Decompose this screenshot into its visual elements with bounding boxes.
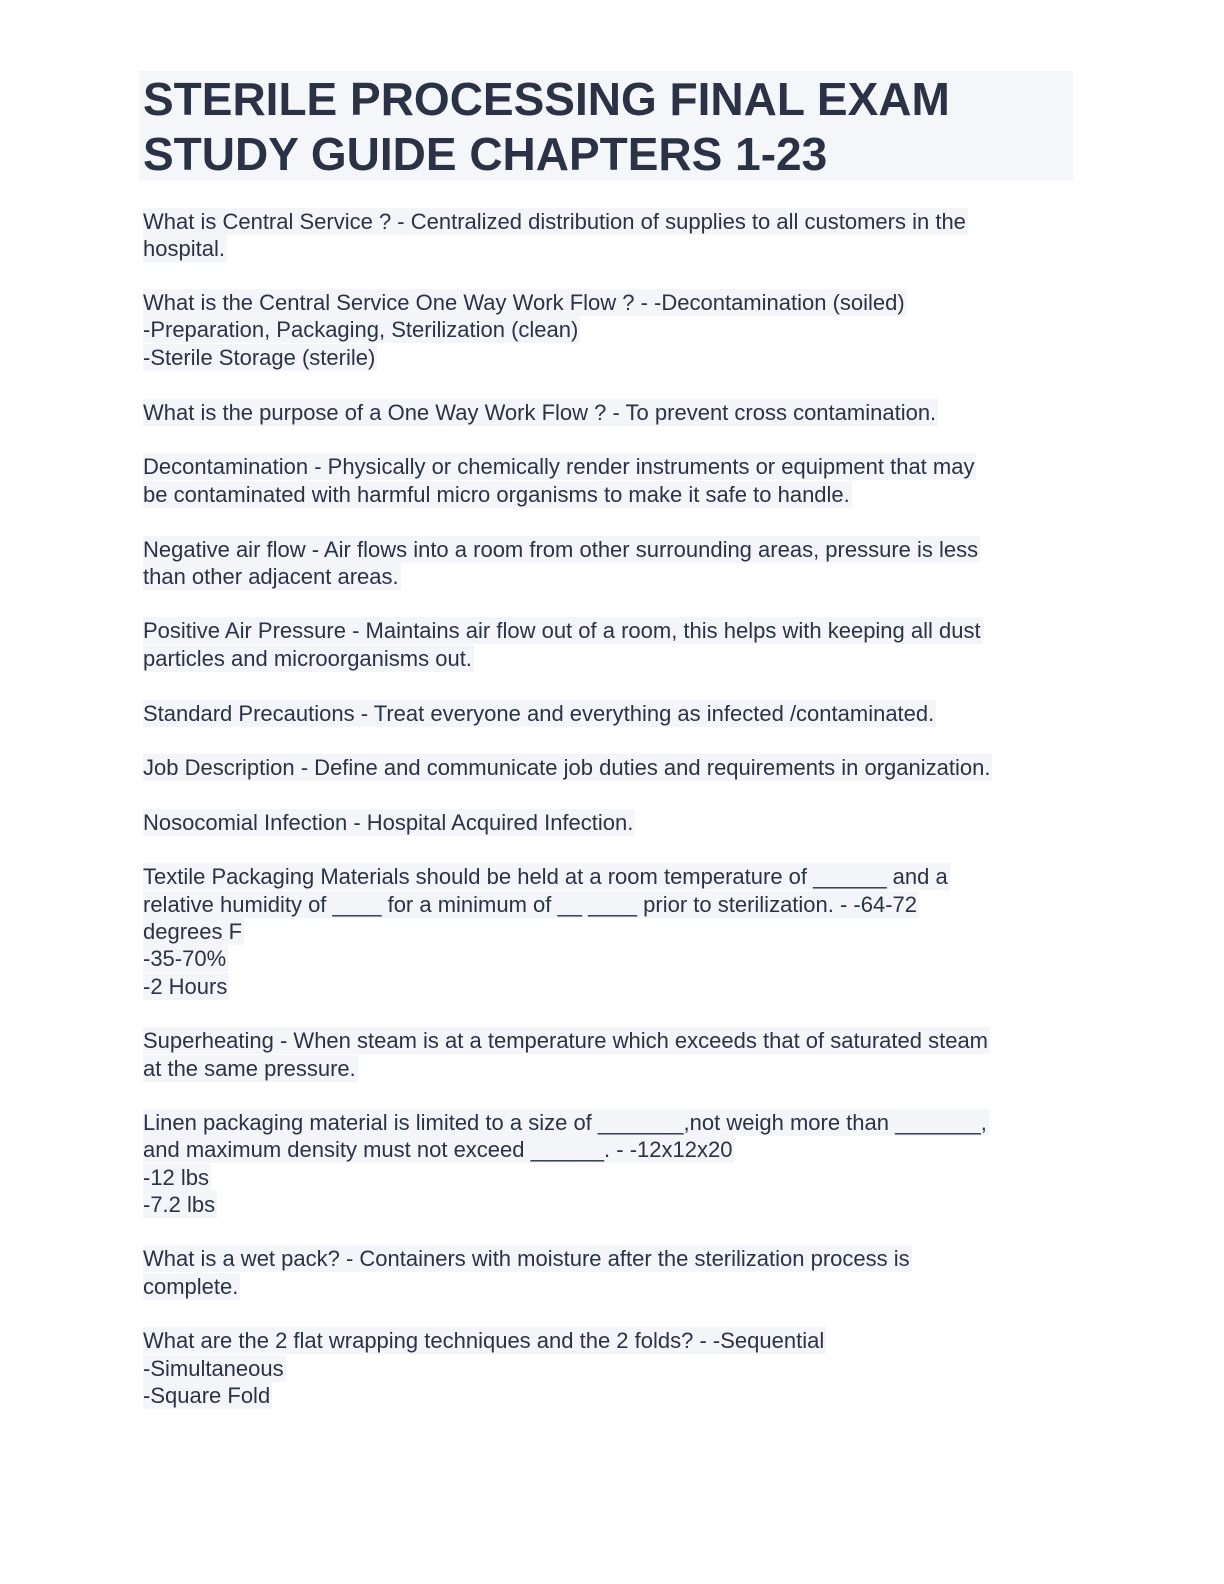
text-line: What is a wet pack? - Containers with moisture after the sterilization process is bbox=[143, 1246, 910, 1271]
text-line: Decontamination - Physically or chemically render instruments or equipment that may bbox=[143, 454, 975, 479]
text-line: -Sterile Storage (sterile) bbox=[143, 345, 376, 370]
text-line: What are the 2 flat wrapping techniques and the 2 folds? - -Sequential bbox=[143, 1328, 825, 1353]
title-line-1: STERILE PROCESSING FINAL EXAM bbox=[143, 73, 950, 125]
text-line: -Square Fold bbox=[143, 1383, 271, 1408]
text-line: -2 Hours bbox=[143, 974, 228, 999]
text-line: Linen packaging material is limited to a size of _______,not weigh more than _______, bbox=[143, 1110, 987, 1135]
text-line: particles and microorganisms out. bbox=[143, 646, 472, 671]
text-line: be contaminated with harmful micro organisms to make it safe to handle. bbox=[143, 482, 850, 507]
text-line: -35-70% bbox=[143, 946, 227, 971]
text-line: Job Description - Define and communicate job duties and requirements in organization. bbox=[143, 755, 991, 780]
text-line: degrees F bbox=[143, 919, 243, 944]
text-line: at the same pressure. bbox=[143, 1056, 356, 1081]
document-title bbox=[139, 71, 1073, 181]
text-line: -Simultaneous bbox=[143, 1356, 284, 1381]
text-line: Positive Air Pressure - Maintains air flow out of a room, this helps with keeping all dust bbox=[143, 618, 981, 643]
text-line: What is the Central Service One Way Work Flow ? - -Decontamination (soiled) bbox=[143, 290, 905, 315]
text-line: -7.2 lbs bbox=[143, 1192, 216, 1217]
text-line: What is Central Service ? - Centralized distribution of supplies to all customers in the bbox=[143, 209, 966, 234]
text-line: Standard Precautions - Treat everyone and everything as infected /contaminated. bbox=[143, 701, 935, 726]
text-line: Nosocomial Infection - Hospital Acquired Infection. bbox=[143, 810, 634, 835]
text-line: Negative air flow - Air flows into a room from other surrounding areas, pressure is less bbox=[143, 537, 979, 562]
text-line: and maximum density must not exceed ______. - -12x12x20 bbox=[143, 1137, 733, 1162]
title-line-2: STUDY GUIDE CHAPTERS 1-23 bbox=[143, 128, 828, 180]
text-line: relative humidity of ____ for a minimum of __ ____ prior to sterilization. - -64-72 bbox=[143, 892, 918, 917]
text-line: complete. bbox=[143, 1274, 239, 1299]
text-line: than other adjacent areas. bbox=[143, 564, 399, 589]
text-line: -12 lbs bbox=[143, 1165, 210, 1190]
text-line: What is the purpose of a One Way Work Flow ? - To prevent cross contamination. bbox=[143, 400, 937, 425]
text-line: Textile Packaging Materials should be held at a room temperature of ______ and a bbox=[143, 864, 948, 889]
text-line: Superheating - When steam is at a temperature which exceeds that of saturated steam bbox=[143, 1028, 989, 1053]
text-line: -Preparation, Packaging, Sterilization (clean) bbox=[143, 317, 579, 342]
text-line: hospital. bbox=[143, 236, 225, 261]
